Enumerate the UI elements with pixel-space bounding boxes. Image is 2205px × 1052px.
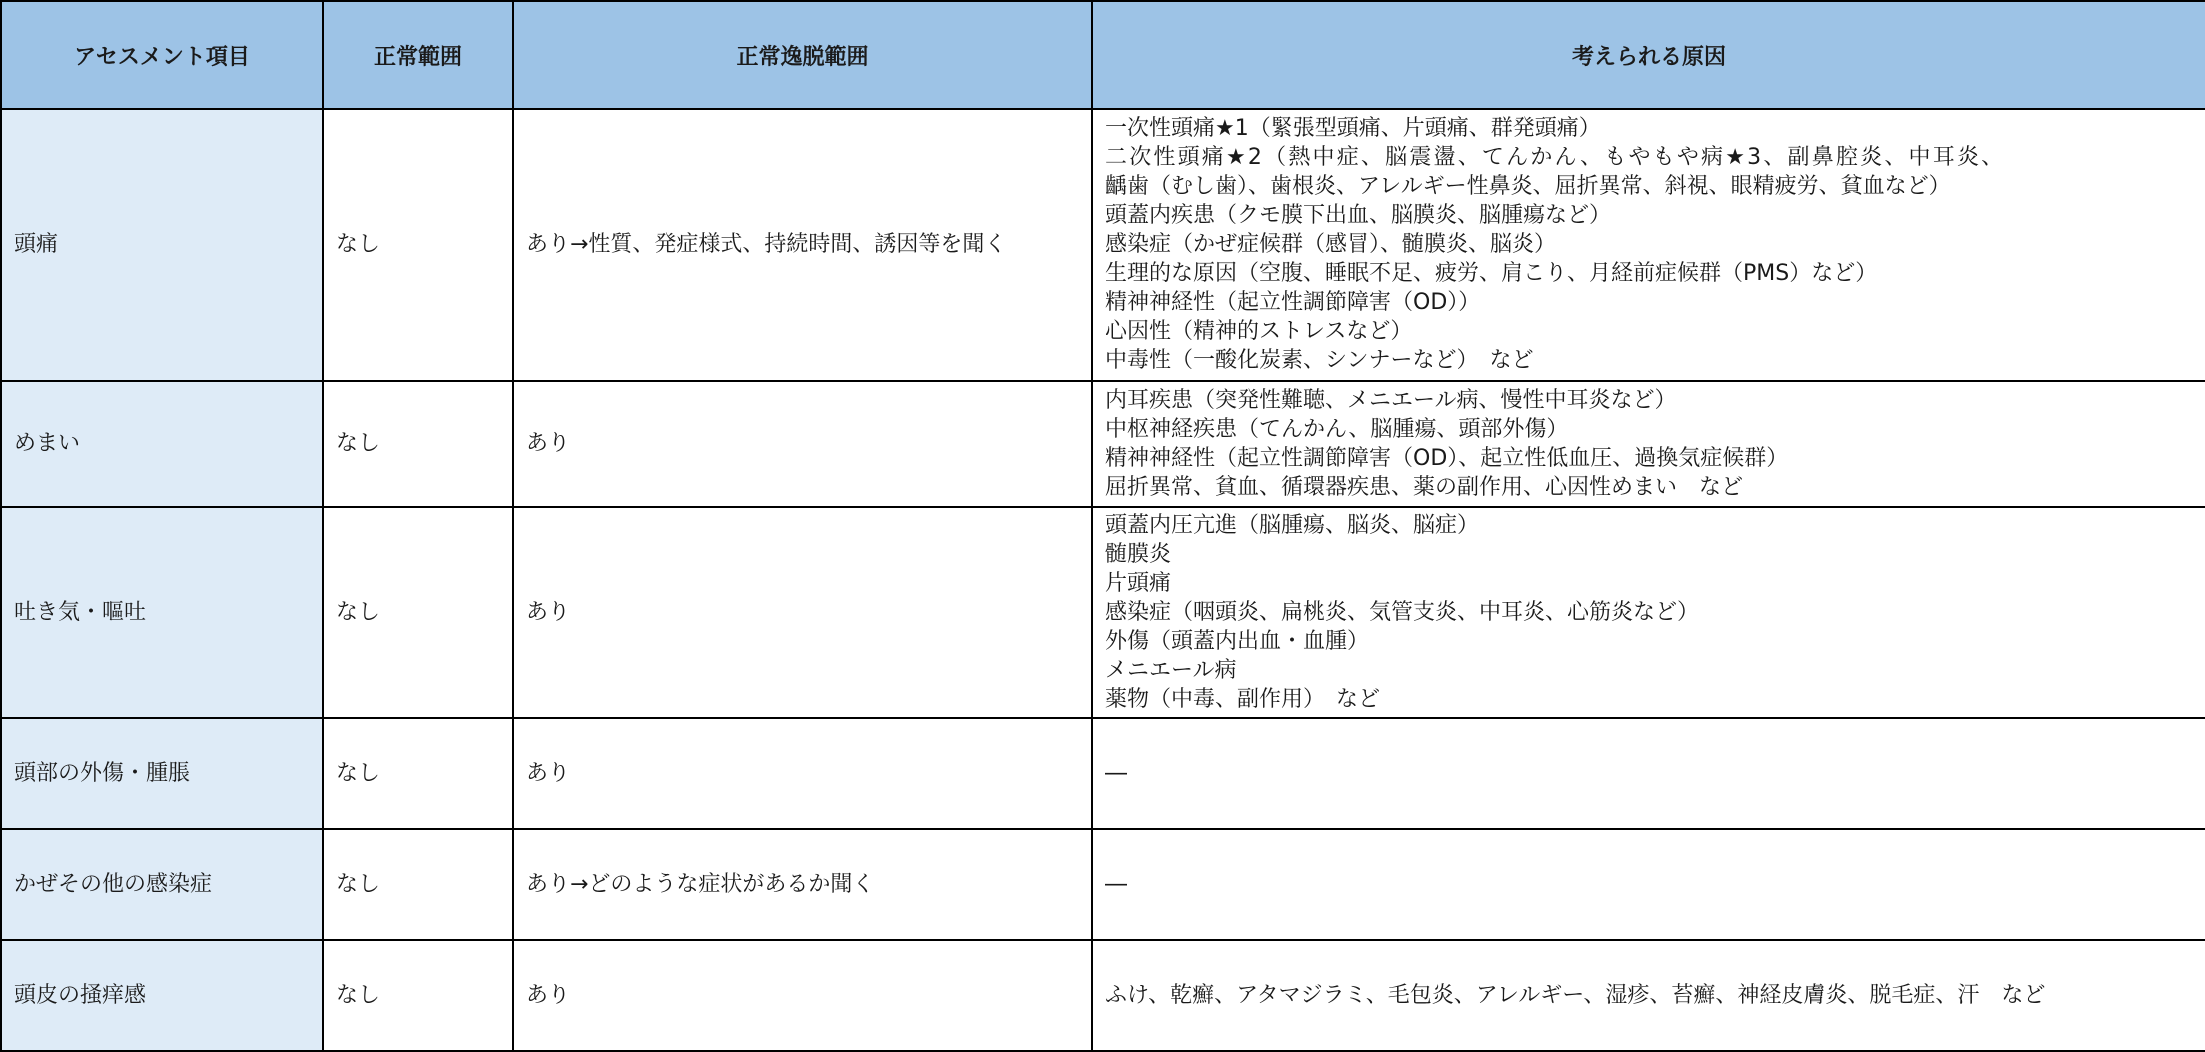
row-item: 頭痛 xyxy=(1,109,323,381)
cause-line: 髄膜炎 xyxy=(1105,541,1172,567)
table-row xyxy=(1,718,2205,829)
row-abnormal: あり xyxy=(513,507,1092,718)
cause-line: ― xyxy=(1105,871,1127,897)
row-item: 吐き気・嘔吐 xyxy=(1,507,323,718)
header-abnormal-range: 正常逸脱範囲 xyxy=(513,1,1092,109)
cause-line: ― xyxy=(1105,760,1127,786)
cause-line: 外傷（頭蓋内出血・血腫） xyxy=(1105,628,1370,654)
cause-line: 内耳疾患（突発性難聴、メニエール病、慢性中耳炎など） xyxy=(1105,387,1677,413)
row-item: めまい xyxy=(1,381,323,507)
row-abnormal: あり xyxy=(513,718,1092,829)
row-causes xyxy=(1092,718,2205,829)
table-row xyxy=(1,381,2205,507)
cause-line: 精神神経性（起立性調節障害（OD）） xyxy=(1105,290,1481,316)
row-normal: なし xyxy=(323,940,513,1051)
cause-line: 中毒性（一酸化炭素、シンナーなど） など xyxy=(1105,348,1534,374)
row-item: 頭部の外傷・腫脹 xyxy=(1,718,323,829)
row-causes xyxy=(1092,829,2205,941)
table-row xyxy=(1,507,2205,718)
cause-line: ふけ、乾癬、アタマジラミ、毛包炎、アレルギー、湿疹、苔癬、神経皮膚炎、脱毛症、汗 など xyxy=(1105,983,2046,1009)
cause-line: 二次性頭痛★2（熱中症、脳震盪、てんかん、もやもや病★3、副鼻腔炎、中耳炎、 xyxy=(1105,145,2006,171)
header-possible-causes: 考えられる原因 xyxy=(1092,1,2205,109)
row-abnormal: あり xyxy=(513,381,1092,507)
cause-line: 精神神経性（起立性調節障害（OD）、起立性低血圧、過換気症候群） xyxy=(1105,445,1789,471)
cause-line: 生理的な原因（空腹、睡眠不足、疲労、肩こり、月経前症候群（PMS）など） xyxy=(1105,261,1878,287)
table-row xyxy=(1,109,2205,381)
cause-line: 片頭痛 xyxy=(1105,570,1172,596)
cause-line: 心因性（精神的ストレスなど） xyxy=(1105,319,1413,345)
cause-line: 頭蓋内疾患（クモ膜下出血、脳膜炎、脳腫瘍など） xyxy=(1105,203,1612,229)
row-causes xyxy=(1092,381,2205,507)
row-causes xyxy=(1092,940,2205,1051)
cause-line: 感染症（かぜ症候群（感冒）、髄膜炎、脳炎） xyxy=(1105,232,1557,258)
cause-line: 薬物（中毒、副作用） など xyxy=(1105,686,1381,712)
cause-line: 一次性頭痛★1（緊張型頭痛、片頭痛、群発頭痛） xyxy=(1105,116,1601,142)
cause-line: 感染症（咽頭炎、扁桃炎、気管支炎、中耳炎、心筋炎など） xyxy=(1105,599,1700,625)
row-normal: なし xyxy=(323,109,513,381)
cause-line: 中枢神経疾患（てんかん、脳腫瘍、頭部外傷） xyxy=(1105,416,1569,442)
row-item: 頭皮の掻痒感 xyxy=(1,940,323,1051)
cause-line: 齲歯（むし歯）、歯根炎、アレルギー性鼻炎、屈折異常、斜視、眼精疲労、貧血など） xyxy=(1105,174,1951,200)
row-causes xyxy=(1092,109,2205,381)
row-item: かぜその他の感染症 xyxy=(1,829,323,941)
row-abnormal: あり→どのような症状があるか聞く xyxy=(513,829,1092,941)
table-row xyxy=(1,940,2205,1051)
row-causes xyxy=(1092,507,2205,718)
row-abnormal: あり→性質、発症様式、持続時間、誘因等を聞く xyxy=(513,109,1092,381)
row-normal: なし xyxy=(323,381,513,507)
row-normal: なし xyxy=(323,507,513,718)
cause-line: メニエール病 xyxy=(1105,657,1237,683)
row-abnormal: あり xyxy=(513,940,1092,1051)
row-normal: なし xyxy=(323,718,513,829)
header-normal-range: 正常範囲 xyxy=(323,1,513,109)
cause-line: 屈折異常、貧血、循環器疾患、薬の副作用、心因性めまい など xyxy=(1105,474,1744,500)
header-row xyxy=(1,1,2205,109)
header-assessment-item: アセスメント項目 xyxy=(1,1,323,109)
cause-line: 頭蓋内圧亢進（脳腫瘍、脳炎、脳症） xyxy=(1105,512,1480,538)
table-row xyxy=(1,829,2205,941)
row-normal: なし xyxy=(323,829,513,941)
